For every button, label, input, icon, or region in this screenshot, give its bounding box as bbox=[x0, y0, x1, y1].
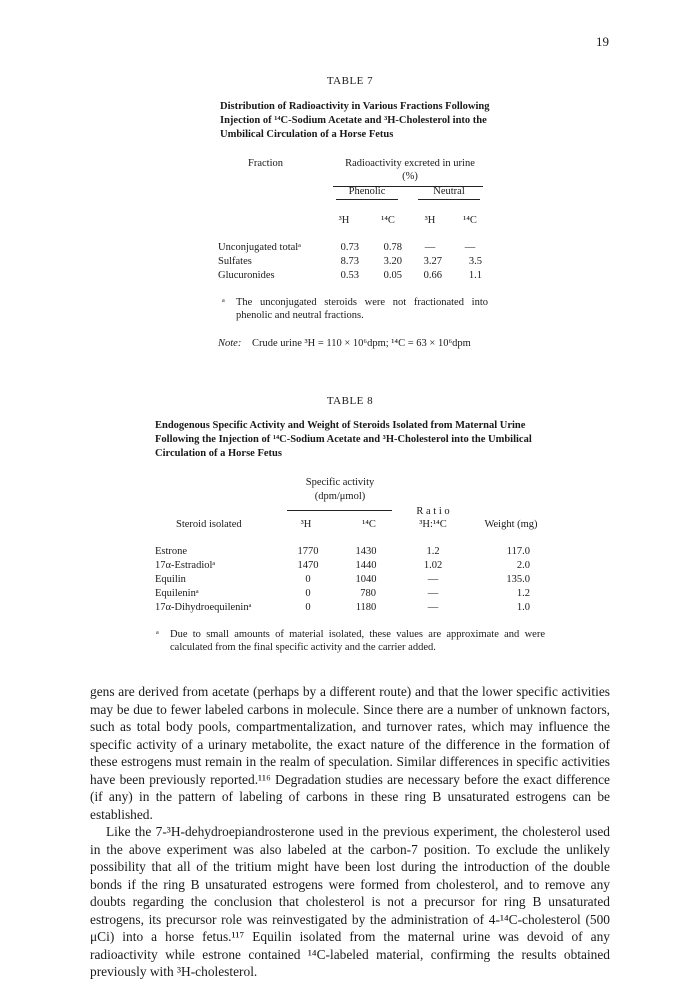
table7-cell: 1.1 bbox=[468, 270, 482, 281]
table7-sub-c14-phenolic: ¹⁴C bbox=[381, 215, 395, 226]
table7-caption: Distribution of Radioactivity in Various Fractions Following Injection of ¹⁴C-Sodium Acetate and ³H-Cholesterol into the Umbilical Circulation of a Horse Fetus bbox=[220, 101, 490, 140]
table7-cell: 3.5 bbox=[468, 256, 482, 267]
body-text bbox=[90, 683, 610, 981]
table7-sub-h3-phenolic: ³H bbox=[338, 215, 350, 226]
table8-cell: 2.0 bbox=[516, 560, 530, 571]
table8-cell: 1.2 bbox=[516, 588, 530, 599]
table8-col-weight: Weight (mg) bbox=[484, 519, 538, 530]
table7-cell: 3.20 bbox=[383, 256, 402, 267]
body-paragraph-2: Like the 7-³H-dehydroepiandrosterone used in the previous experiment, the cholesterol used in the above experiment was also labeled at the carbon-7 position. To exclude the unlikely possibility that all of the tritium might have been lost during the introduction of the double bonds if the ring B unsaturated estrogens were formed from cholesterol, and to remove any doubts regarding the conclusion that cholesterol is not a precursor for ring B unsaturated estrogens, its precursor role was reinvestigated by the administration of 4-¹⁴C-cholesterol (500 μCi) into a horse fetus.¹¹⁷ Equilin isolated from the maternal urine was devoid of any radioactivity while estrone contained ¹⁴C-labeled material, confirming the results obtained previously with ³H-cholesterol. bbox=[90, 824, 610, 979]
table7-group-neutral: Neutral bbox=[433, 186, 465, 197]
table8-cell: 117.0 bbox=[506, 546, 530, 557]
table7-cell: — bbox=[464, 242, 476, 253]
table8-col-c14: ¹⁴C bbox=[362, 519, 376, 530]
table7-title: TABLE 7 bbox=[326, 75, 374, 87]
table7-cell: 8.73 bbox=[340, 256, 359, 267]
table8-cell: 1.02 bbox=[423, 560, 443, 571]
table8-col-specific: Specific activity bbox=[305, 477, 375, 488]
table8-cell: 780 bbox=[360, 588, 376, 599]
table8-cell: 0 bbox=[305, 574, 311, 585]
table8-cell: 0 bbox=[305, 602, 311, 613]
table8-caption: Endogenous Specific Activity and Weight of Steroids Isolated from Maternal Urine Following the Injection of ¹⁴C-Sodium Acetate and ³H-Cholesterol into the Umbilical Circulation of a Horse Fetus bbox=[155, 420, 532, 459]
table8-cell: 1180 bbox=[355, 602, 377, 613]
table7-cell: 0.53 bbox=[340, 270, 359, 281]
table8-row-label: Estrone bbox=[155, 546, 188, 557]
table7-neutral-rule bbox=[418, 199, 480, 200]
table8-cell: — bbox=[427, 574, 439, 585]
table7-cell: 0.05 bbox=[383, 270, 402, 281]
table7-note: Crude urine ³H = 110 × 10⁶dpm; ¹⁴C = 63 × 10⁶dpm bbox=[252, 338, 471, 349]
table7-cell: 3.27 bbox=[423, 256, 442, 267]
table8-row-label: Equileninᵃ bbox=[155, 588, 199, 599]
table7-footnote-mark: ᵃ bbox=[222, 297, 225, 308]
body-paragraph-1: gens are derived from acetate (perhaps by a different route) and that the lower specific activities may be due to fewer labeled carbons in molecule. Since there are a number of unknown factors, such as total body pools, compartmentalization, and turnover rates, which may influence the specific activity of a urinary metabolite, the exact nature of the difference in the formation of these estrogens must remain in the realm of speculation. Similar differences in specific activities have been previously reported.¹¹⁶ Degradation studies are necessary before the exact difference (if any) in the pattern of labeling of carbons in these ring B unsaturated estrogens can be established. bbox=[90, 684, 610, 822]
table7-col-fraction: Fraction bbox=[248, 158, 283, 169]
table8-cell: — bbox=[427, 588, 439, 599]
table7-note-label: Note: bbox=[218, 338, 242, 349]
table7-row-label: Sulfates bbox=[218, 256, 252, 267]
table8-footnote: Due to small amounts of material isolated, these values are approximate and were calculated from the final specific activity and the carrier added. bbox=[170, 629, 545, 653]
table8-col-specific-unit: (dpm/μmol) bbox=[314, 491, 366, 502]
table7-row-label: Glucuronides bbox=[218, 270, 275, 281]
table8-title: TABLE 8 bbox=[326, 395, 374, 407]
table8-cell: 1430 bbox=[355, 546, 377, 557]
table8-col-ratio: R a t i o bbox=[416, 506, 450, 517]
table7-sub-c14-neutral: ¹⁴C bbox=[463, 215, 477, 226]
table8-row-label: 17α-Dihydroequileninᵃ bbox=[155, 602, 252, 613]
table8-col-steroid: Steroid isolated bbox=[176, 519, 242, 530]
table8-col-ratio-sub: ³H:¹⁴C bbox=[419, 519, 447, 530]
table8-cell: 1.0 bbox=[516, 602, 530, 613]
table8-cell: 1.2 bbox=[426, 546, 440, 557]
table8-cell: — bbox=[427, 602, 439, 613]
table7-col-radio: Radioactivity excreted in urine bbox=[345, 158, 475, 169]
table7-group-phenolic: Phenolic bbox=[348, 186, 386, 197]
table8-cell: 1440 bbox=[355, 560, 377, 571]
table7-cell: — bbox=[424, 242, 436, 253]
table7-cell: 0.66 bbox=[423, 270, 442, 281]
page-number: 19 bbox=[596, 34, 609, 49]
table7-footnote: The unconjugated steroids were not fractionated into phenolic and neutral fractions. bbox=[236, 297, 488, 321]
table8-cell: 0 bbox=[305, 588, 311, 599]
table8-cell: 1040 bbox=[355, 574, 377, 585]
table8-footnote-mark: ᵃ bbox=[156, 629, 159, 640]
table8-cell: 135.0 bbox=[506, 574, 530, 585]
table8-col-h3: ³H bbox=[300, 519, 312, 530]
table8-specific-rule bbox=[287, 510, 392, 511]
table8-row-label: 17α-Estradiolᵃ bbox=[155, 560, 216, 571]
table7-cell: 0.73 bbox=[340, 242, 359, 253]
table7-sub-h3-neutral: ³H bbox=[424, 215, 436, 226]
table8-row-label: Equilin bbox=[155, 574, 186, 585]
table8-cell: 1470 bbox=[297, 560, 319, 571]
table7-row-label: Unconjugated totalᵃ bbox=[218, 242, 302, 253]
table7-cell: 0.78 bbox=[383, 242, 402, 253]
table8-cell: 1770 bbox=[297, 546, 319, 557]
table7-phenolic-rule bbox=[336, 199, 398, 200]
table7-col-radio-unit: (%) bbox=[402, 171, 418, 182]
